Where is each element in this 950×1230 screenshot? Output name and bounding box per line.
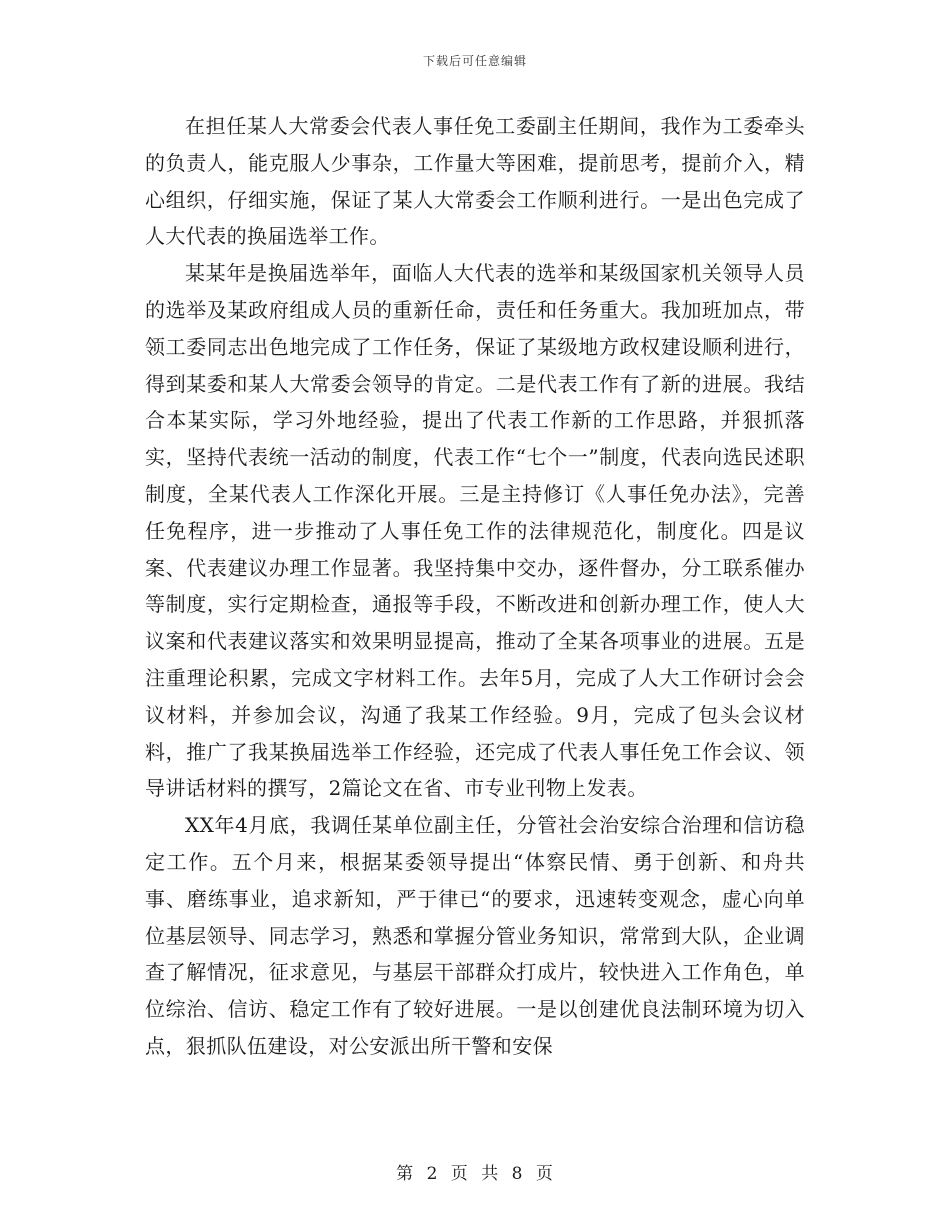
paragraph-3: XX年4月底，我调任某单位副主任，分管社会治安综合治理和信访稳定工作。五个月来，根据某委领导提出“体察民情、勇于创新、和舟共事、磨练事业，追求新知，严于律已“的要求，迅速转变观念，虚心向单位基层领导、同志学习，熟悉和掌握分管业务知识，常常到大队，企业调查了解情况，征求意见，与基层干部群众打成片，较快进入工作角色，单位综治、信访、稳定工作有了较好进展。一是以创建优良法制环境为切入点，狠抓队伍建设，对公安派出所干警和安保 xyxy=(145,813,805,1058)
paragraph-1: 在担任某人大常委会代表人事任免工委副主任期间，我作为工委牵头的负责人，能克服人少事杂，工作量大等困难，提前思考，提前介入，精心组织，仔细实施，保证了某人大常委会工作顺利进行。一是出色完成了人大代表的换届选举工作。 xyxy=(145,114,805,249)
paragraph-2: 某某年是换届选举年，面临人大代表的选举和某级国家机关领导人员的选举及某政府组成人员的重新任命，责任和任务重大。我加班加点，带领工委同志出色地完成了工作任务，保证了某级地方政权建设顺利进行，得到某委和某人大常委会领导的肯定。二是代表工作有了新的进展。我结合本某实际，学习外地经验，提出了代表工作新的工作思路，并狠抓落实，坚持代表统一活动的制度，代表工作“七个一”制度，代表向选民述职制度，全某代表人工作深化开展。三是主持修订《人事任免办法》，完善任免程序，进一步推动了人事任免工作的法律规范化，制度化。四是议案、代表建议办理工作显著。我坚持集中交办，逐件督办，分工联系催办等制度，实行定期检查，通报等手段，不断改进和创新办理工作，使人大议案和代表建议落实和效果明显提高，推动了全某各项事业的进展。五是注重理论积累，完成文字材料工作。去年5月，完成了人大工作研讨会会议材料，并参加会议，沟通了我某工作经验。9月，完成了包头会议材料，推广了我某换届选举工作经验，还完成了代表人事任免工作会议、领导讲话材料的撰写，2篇论文在省、市专业刊物上发表。 xyxy=(145,261,805,801)
document-body xyxy=(145,108,805,1065)
page-number: 第 2 页 共 8 页 xyxy=(396,1164,554,1184)
page-header-note: 下载后可任意编辑 xyxy=(422,54,527,68)
